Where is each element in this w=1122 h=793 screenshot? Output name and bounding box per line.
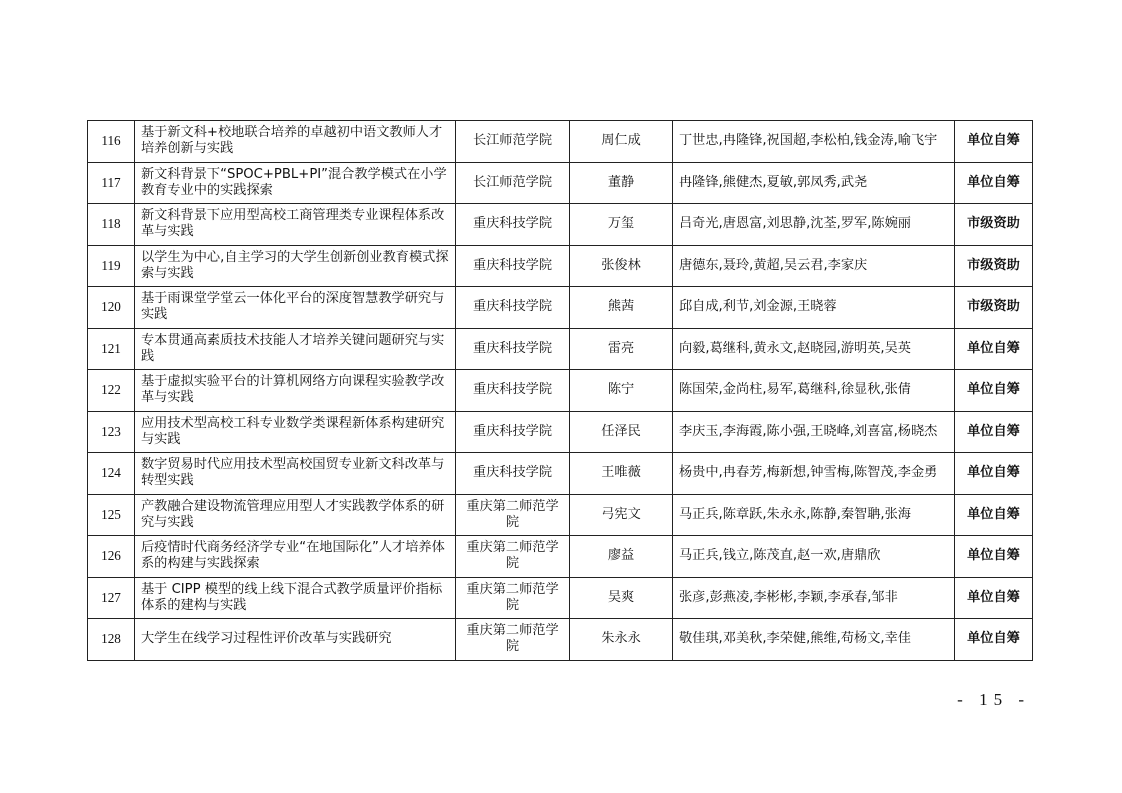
funding-type: 市级资助 xyxy=(955,287,1033,329)
funding-type: 单位自筹 xyxy=(955,370,1033,412)
project-title: 基于雨课堂学堂云一体化平台的深度智慧教学研究与实践 xyxy=(135,287,456,329)
project-leader: 王唯薇 xyxy=(570,453,673,495)
team-members: 李庆玉,李海霞,陈小强,王晓峰,刘喜富,杨晓杰 xyxy=(673,411,955,453)
team-members: 陈国荣,金尚柱,易军,葛继科,徐显秋,张倩 xyxy=(673,370,955,412)
funding-type: 单位自筹 xyxy=(955,411,1033,453)
team-members: 唐德东,聂玲,黄超,吴云君,李家庆 xyxy=(673,245,955,287)
row-number: 116 xyxy=(88,121,135,163)
project-leader: 周仁成 xyxy=(570,121,673,163)
school-name: 重庆第二师范学院 xyxy=(456,494,570,536)
project-title: 数字贸易时代应用技术型高校国贸专业新文科改革与转型实践 xyxy=(135,453,456,495)
table-row xyxy=(88,245,1033,287)
page-number: - 15 - xyxy=(957,690,1030,709)
school-name: 重庆第二师范学院 xyxy=(456,577,570,619)
row-number: 126 xyxy=(88,536,135,578)
team-members: 杨贵中,冉春芳,梅新想,钟雪梅,陈智茂,李金勇 xyxy=(673,453,955,495)
team-members: 丁世忠,冉隆锋,祝国超,李松柏,钱金涛,喻飞宇 xyxy=(673,121,955,163)
team-members: 吕奇光,唐恩富,刘思静,沈荃,罗军,陈婉丽 xyxy=(673,204,955,246)
project-table xyxy=(87,120,1033,661)
funding-type: 市级资助 xyxy=(955,245,1033,287)
school-name: 长江师范学院 xyxy=(456,162,570,204)
table-row xyxy=(88,121,1033,163)
project-leader: 陈宁 xyxy=(570,370,673,412)
team-members: 马正兵,陈章跃,朱永永,陈静,秦智聃,张海 xyxy=(673,494,955,536)
project-leader: 弓宪文 xyxy=(570,494,673,536)
table-row xyxy=(88,536,1033,578)
project-leader: 吴爽 xyxy=(570,577,673,619)
project-leader: 董静 xyxy=(570,162,673,204)
row-number: 119 xyxy=(88,245,135,287)
school-name: 重庆科技学院 xyxy=(456,411,570,453)
project-title: 基于虚拟实验平台的计算机网络方向课程实验教学改革与实践 xyxy=(135,370,456,412)
project-leader: 朱永永 xyxy=(570,619,673,661)
funding-type: 单位自筹 xyxy=(955,453,1033,495)
project-leader: 雷亮 xyxy=(570,328,673,370)
row-number: 120 xyxy=(88,287,135,329)
project-title: 应用技术型高校工科专业数学类课程新体系构建研究与实践 xyxy=(135,411,456,453)
row-number: 123 xyxy=(88,411,135,453)
project-title: 后疫情时代商务经济学专业“在地国际化”人才培养体系的构建与实践探索 xyxy=(135,536,456,578)
row-number: 124 xyxy=(88,453,135,495)
school-name: 重庆科技学院 xyxy=(456,245,570,287)
funding-type: 市级资助 xyxy=(955,204,1033,246)
table-row xyxy=(88,619,1033,661)
table-row xyxy=(88,204,1033,246)
project-title: 以学生为中心,自主学习的大学生创新创业教育模式探索与实践 xyxy=(135,245,456,287)
funding-type: 单位自筹 xyxy=(955,619,1033,661)
row-number: 117 xyxy=(88,162,135,204)
project-title: 基于 CIPP 模型的线上线下混合式教学质量评价指标体系的建构与实践 xyxy=(135,577,456,619)
team-members: 张彦,彭燕凌,李彬彬,李颖,李承春,邹非 xyxy=(673,577,955,619)
project-title: 基于新文科+校地联合培养的卓越初中语文教师人才培养创新与实践 xyxy=(135,121,456,163)
team-members: 向毅,葛继科,黄永文,赵晓园,游明英,吴英 xyxy=(673,328,955,370)
project-title: 专本贯通高素质技术技能人才培养关键问题研究与实践 xyxy=(135,328,456,370)
school-name: 重庆科技学院 xyxy=(456,328,570,370)
table-row xyxy=(88,287,1033,329)
school-name: 重庆科技学院 xyxy=(456,204,570,246)
row-number: 121 xyxy=(88,328,135,370)
project-leader: 熊茜 xyxy=(570,287,673,329)
table-body xyxy=(88,121,1033,661)
funding-type: 单位自筹 xyxy=(955,494,1033,536)
row-number: 125 xyxy=(88,494,135,536)
project-leader: 张俊林 xyxy=(570,245,673,287)
project-leader: 廖益 xyxy=(570,536,673,578)
table-row xyxy=(88,162,1033,204)
project-title: 产教融合建设物流管理应用型人才实践教学体系的研究与实践 xyxy=(135,494,456,536)
table-row xyxy=(88,494,1033,536)
school-name: 重庆科技学院 xyxy=(456,453,570,495)
project-leader: 万玺 xyxy=(570,204,673,246)
funding-type: 单位自筹 xyxy=(955,536,1033,578)
table-row xyxy=(88,411,1033,453)
funding-type: 单位自筹 xyxy=(955,162,1033,204)
project-leader: 任泽民 xyxy=(570,411,673,453)
project-title: 新文科背景下应用型高校工商管理类专业课程体系改革与实践 xyxy=(135,204,456,246)
funding-type: 单位自筹 xyxy=(955,328,1033,370)
school-name: 长江师范学院 xyxy=(456,121,570,163)
row-number: 122 xyxy=(88,370,135,412)
table-row xyxy=(88,453,1033,495)
row-number: 118 xyxy=(88,204,135,246)
funding-type: 单位自筹 xyxy=(955,121,1033,163)
project-title: 新文科背景下“SPOC+PBL+PI”混合教学模式在小学教育专业中的实践探索 xyxy=(135,162,456,204)
table-row xyxy=(88,577,1033,619)
school-name: 重庆第二师范学院 xyxy=(456,536,570,578)
team-members: 冉隆锋,熊健杰,夏敏,郭凤秀,武尧 xyxy=(673,162,955,204)
school-name: 重庆科技学院 xyxy=(456,370,570,412)
school-name: 重庆第二师范学院 xyxy=(456,619,570,661)
team-members: 马正兵,钱立,陈茂直,赵一欢,唐鼎欣 xyxy=(673,536,955,578)
team-members: 邱自成,利节,刘金源,王晓蓉 xyxy=(673,287,955,329)
team-members: 敬佳琪,邓美秋,李荣健,熊维,苟杨文,幸佳 xyxy=(673,619,955,661)
project-title: 大学生在线学习过程性评价改革与实践研究 xyxy=(135,619,456,661)
school-name: 重庆科技学院 xyxy=(456,287,570,329)
row-number: 127 xyxy=(88,577,135,619)
table-row xyxy=(88,328,1033,370)
funding-type: 单位自筹 xyxy=(955,577,1033,619)
table-row xyxy=(88,370,1033,412)
row-number: 128 xyxy=(88,619,135,661)
